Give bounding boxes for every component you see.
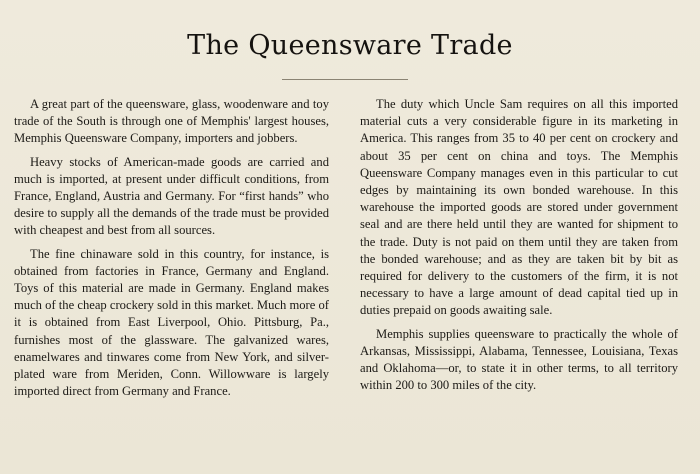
paragraph: A great part of the queensware, glass, woodenware and toy trade of the South is through one of Memphis' largest houses, Memphis Queensware Company, importers and jobbers. bbox=[14, 97, 329, 146]
right-column bbox=[360, 96, 678, 400]
paragraph: The duty which Uncle Sam requires on all this imported material cuts a very considerable figure in its marketing in America. This ranges from 35 to 40 per cent on crockery and about 35 per cent on china and toys. The Memphis Queensware Company manages even in this particular to cut edges by maintaining its own bonded warehouse. In this warehouse the imported goods are stored under government seal and are there held until they are wanted for shipment to the trade. Duty is not paid on them until they are taken from the bonded warehouse; and as they are taken bit by bit as required for delivery to the customers of the firm, it is not necessary to have a large amount of dead capital tied up in duties prepaid on goods awaiting sale. bbox=[360, 97, 678, 318]
paragraph: The fine chinaware sold in this country, for instance, is obtained from factories in France, Germany and England. Toys of this material are made in Germany. England makes much of the cheap crockery sold in this market. Much more of it is obtained from East Liverpool, Ohio. Pittsburg, Pa., furnishes most of the glassware. The galvanized wares, enamelwares and tinwares come from New York, and silver-plated ware from Meriden, Conn. Willowware is largely imported direct from Germany and France. bbox=[14, 246, 329, 399]
page-title: The Queensware Trade bbox=[187, 30, 513, 61]
left-column bbox=[14, 96, 329, 406]
title-divider bbox=[282, 79, 408, 80]
paragraph: Memphis supplies queensware to practically the whole of Arkansas, Mississippi, Alabama, Tennessee, Louisiana, Texas and Oklahoma—or, to state it in other terms, to all territory within 200 to 300 miles of the city. bbox=[360, 326, 678, 393]
paragraph: Heavy stocks of American-made goods are carried and much is imported, at present under difficult conditions, from France, England, Austria and Germany. For “first hands” who desire to supply all the demands of the trade must be provided with cheapest and best from all sources. bbox=[14, 154, 329, 238]
